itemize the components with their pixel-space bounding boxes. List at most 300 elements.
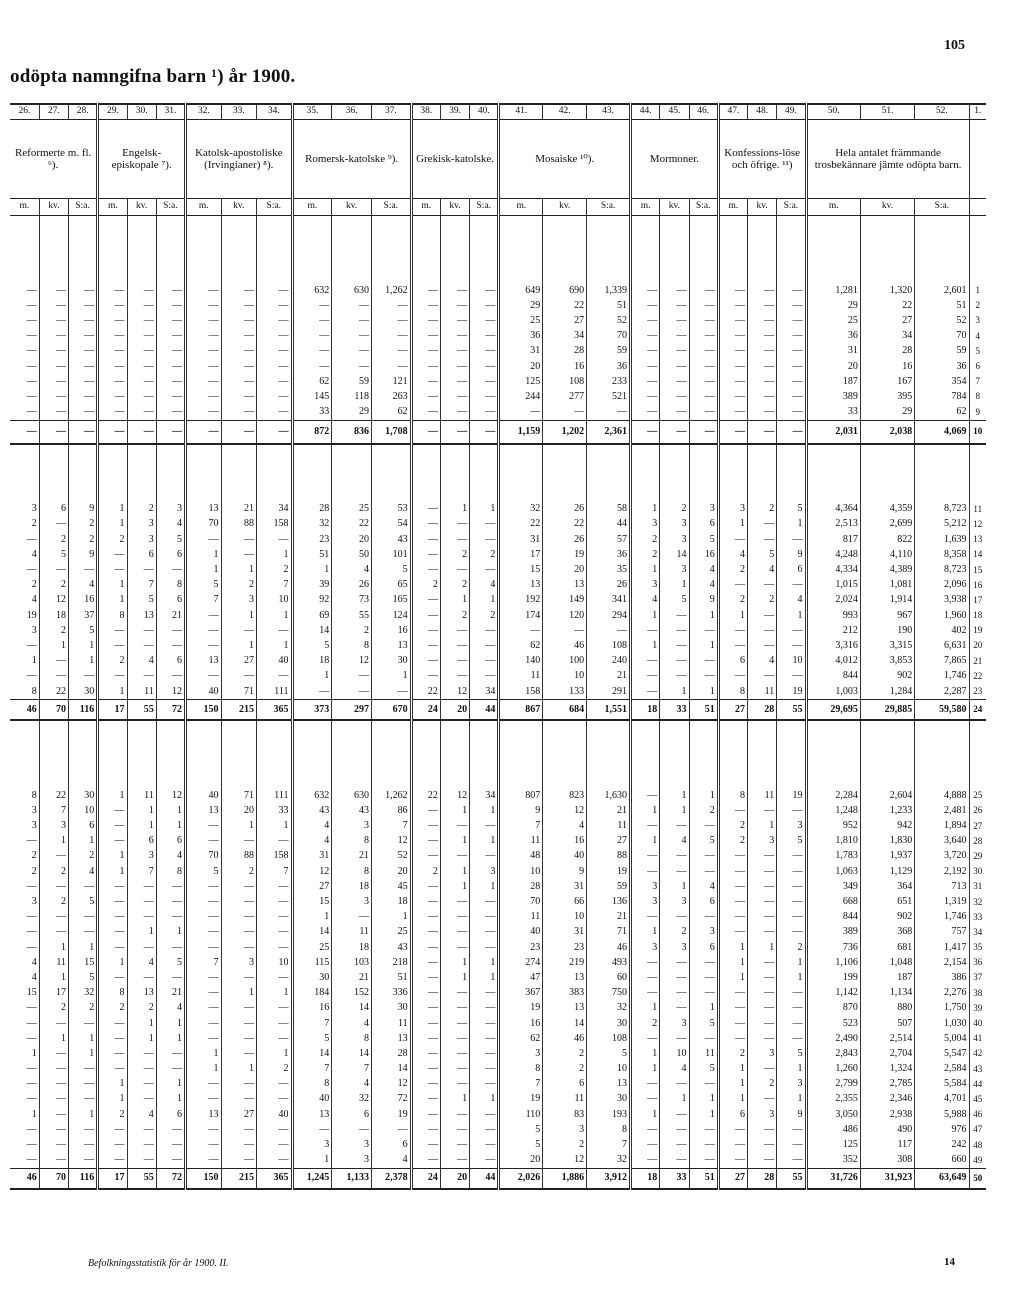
spacer-cell <box>371 444 411 502</box>
spacer-cell <box>543 216 587 284</box>
table-cell: — <box>411 955 440 970</box>
table-cell: 2 <box>257 1062 293 1077</box>
table-cell: — <box>411 344 440 359</box>
table-cell: 1 <box>39 940 68 955</box>
table-cell: 43 <box>292 803 332 818</box>
table-cell: — <box>689 955 718 970</box>
table-cell: — <box>470 1107 499 1122</box>
table-row <box>10 819 986 834</box>
table-cell: — <box>186 1137 222 1152</box>
table-cell: — <box>292 684 332 700</box>
group-header: Grekisk-katolske. <box>411 120 499 199</box>
table-cell: — <box>39 1153 68 1169</box>
table-cell: 2 <box>69 1001 98 1016</box>
table-cell: 3 <box>31 503 37 515</box>
table-cell: — <box>748 638 777 653</box>
table-cell: 59 <box>332 374 372 389</box>
table-cell: — <box>98 819 127 834</box>
table-cell: 5,988 <box>915 1107 969 1122</box>
table-row <box>10 910 986 925</box>
table-cell: 867 <box>499 700 543 721</box>
table-cell: 12 <box>543 1153 587 1169</box>
table-cell: — <box>156 1153 185 1169</box>
table-row <box>10 834 986 849</box>
table-cell: 1 <box>631 1062 660 1077</box>
table-cell: 1,284 <box>860 684 914 700</box>
table-cell: 1 <box>257 547 293 562</box>
table-cell: — <box>748 329 777 344</box>
table-cell: 1,015 <box>806 578 860 593</box>
table-row <box>10 547 986 562</box>
table-cell: — <box>156 894 185 909</box>
table-cell: 18 <box>332 940 372 955</box>
table-cell: 7 <box>292 1062 332 1077</box>
table-cell: — <box>440 283 469 298</box>
table-cell: 57 <box>587 532 631 547</box>
table-cell: 2 <box>718 834 747 849</box>
table-cell: 43 <box>371 940 411 955</box>
table-cell: 2,346 <box>860 1092 914 1107</box>
table-cell: 43 <box>371 532 411 547</box>
table-cell: — <box>127 389 156 404</box>
table-row <box>10 940 986 955</box>
table-cell: 28 <box>499 879 543 894</box>
table-cell: 1,746 <box>915 669 969 684</box>
table-cell: — <box>470 283 499 298</box>
table-cell: 33 <box>806 405 860 421</box>
table-cell: — <box>156 623 185 638</box>
table-row <box>10 593 986 608</box>
spacer-cell <box>470 216 499 284</box>
table-cell: — <box>689 970 718 985</box>
table-cell: 4 <box>69 864 98 879</box>
table-cell: 3 <box>127 849 156 864</box>
spacer-cell <box>186 444 222 502</box>
table-cell: — <box>777 389 806 404</box>
table-cell: 1 <box>98 502 127 517</box>
spacer-cell <box>257 216 293 284</box>
column-number: 1. <box>969 104 986 120</box>
table-cell: 521 <box>587 389 631 404</box>
group-header: Hela antalet främmande trosbekännare jämte odöpta barn. <box>806 120 969 199</box>
table-cell: 20 <box>440 700 469 721</box>
table-cell: — <box>587 623 631 638</box>
table-cell: — <box>156 940 185 955</box>
table-cell: 5 <box>69 623 98 638</box>
table-cell: 15 <box>292 894 332 909</box>
table-cell: — <box>39 389 68 404</box>
table-row <box>10 374 986 389</box>
table-cell: — <box>332 910 372 925</box>
table-cell: 1 <box>631 608 660 623</box>
table-cell: 1 <box>631 1046 660 1061</box>
table-cell: 13 <box>499 578 543 593</box>
subheader-cell: m. <box>411 199 440 216</box>
table-row <box>10 669 986 684</box>
spacer-cell <box>543 444 587 502</box>
table-cell: 125 <box>499 374 543 389</box>
table-cell: 2 <box>98 532 127 547</box>
table-cell: 86 <box>371 803 411 818</box>
table-cell: — <box>440 1001 469 1016</box>
table-cell: — <box>186 669 222 684</box>
table-cell: 1 <box>69 654 98 669</box>
table-cell: 1 <box>257 608 293 623</box>
table-cell: 17 <box>499 547 543 562</box>
table-cell: 22 <box>499 517 543 532</box>
table-cell: 13 <box>127 986 156 1001</box>
table-cell: 6 <box>156 593 185 608</box>
table-cell: 26 <box>543 532 587 547</box>
table-cell: — <box>221 925 257 940</box>
table-cell: 19 <box>777 684 806 700</box>
table-cell: — <box>98 894 127 909</box>
table-cell: 6 <box>689 940 718 955</box>
table-cell: 2 <box>748 593 777 608</box>
table-cell: 523 <box>806 1016 860 1031</box>
table-cell: — <box>718 803 747 818</box>
table-cell: 3 <box>777 819 806 834</box>
table-cell: — <box>411 925 440 940</box>
spacer-cell <box>292 720 332 788</box>
table-cell: — <box>257 374 293 389</box>
row-number: 49 <box>969 1153 986 1169</box>
table-row <box>10 1092 986 1107</box>
spacer-cell <box>806 216 860 284</box>
table-cell: 2 <box>39 532 68 547</box>
table-cell: — <box>98 1031 127 1046</box>
table-cell: 2 <box>127 1001 156 1016</box>
table-cell: 14 <box>332 1046 372 1061</box>
table-cell: — <box>98 405 127 421</box>
table-cell: — <box>127 1092 156 1107</box>
table-cell: — <box>777 283 806 298</box>
table-cell: 1,106 <box>806 955 860 970</box>
table-cell: 8 <box>332 834 372 849</box>
table-cell: — <box>39 374 68 389</box>
table-cell: 2,604 <box>860 788 914 803</box>
table-cell: — <box>411 1122 440 1137</box>
table-cell: — <box>411 1107 440 1122</box>
table-cell: — <box>156 1062 185 1077</box>
table-cell: 942 <box>860 819 914 834</box>
table-cell: 21 <box>221 502 257 517</box>
table-cell: 11 <box>499 669 543 684</box>
table-cell: — <box>69 359 98 374</box>
table-cell: — <box>748 803 777 818</box>
table-cell: — <box>631 788 660 803</box>
table-cell: 1 <box>440 834 469 849</box>
table-cell: — <box>470 669 499 684</box>
table-cell: 836 <box>332 420 372 444</box>
table-cell: — <box>689 313 718 328</box>
table-cell: 1,639 <box>915 532 969 547</box>
spacer-cell <box>777 720 806 788</box>
table-cell: — <box>718 638 747 653</box>
table-cell: 30 <box>371 654 411 669</box>
group-header: Engelsk-episkopale ⁷). <box>98 120 186 199</box>
table-cell: — <box>257 1092 293 1107</box>
table-cell: — <box>660 638 689 653</box>
table-cell: 2,024 <box>806 593 860 608</box>
table-cell: — <box>660 970 689 985</box>
table-cell: 44 <box>470 1168 499 1189</box>
table-cell: 2 <box>411 578 440 593</box>
table-cell: 13 <box>587 1077 631 1092</box>
table-cell: 486 <box>806 1122 860 1137</box>
subheader-cell: S:a. <box>257 199 293 216</box>
table-cell: — <box>257 894 293 909</box>
table-cell: 5 <box>292 638 332 653</box>
page-title: odöpta namngifna barn ¹) år 1900. <box>10 66 296 87</box>
spacer-cell <box>587 216 631 284</box>
table-cell: 5 <box>499 1137 543 1152</box>
row-number: 22 <box>969 669 986 684</box>
table-cell: 630 <box>332 283 372 298</box>
table-row <box>10 1153 986 1169</box>
table-cell: 8,358 <box>915 547 969 562</box>
table-cell: 71 <box>221 788 257 803</box>
table-cell: 681 <box>860 940 914 955</box>
table-cell: — <box>257 329 293 344</box>
table-cell: 1 <box>257 819 293 834</box>
table-cell: 757 <box>915 925 969 940</box>
table-cell: 3 <box>660 532 689 547</box>
table-cell: — <box>69 1122 98 1137</box>
column-number: 28. <box>69 104 98 120</box>
table-cell: — <box>440 344 469 359</box>
table-cell: 1 <box>631 1107 660 1122</box>
table-cell: 6 <box>689 894 718 909</box>
row-number: 6 <box>969 359 986 374</box>
table-cell: 2,026 <box>499 1168 543 1189</box>
table-cell: 174 <box>499 608 543 623</box>
table-cell: 1 <box>631 502 660 517</box>
table-cell: 6 <box>156 547 185 562</box>
table-cell: — <box>718 986 747 1001</box>
table-cell: 1 <box>221 1062 257 1077</box>
table-cell: — <box>440 638 469 653</box>
table-row <box>10 562 986 577</box>
table-cell: 32 <box>332 1092 372 1107</box>
table-cell: — <box>660 1137 689 1152</box>
table-cell: 124 <box>371 608 411 623</box>
table-cell: 73 <box>332 593 372 608</box>
table-cell: 3,316 <box>806 638 860 653</box>
table-cell: — <box>257 1016 293 1031</box>
table-cell: — <box>660 374 689 389</box>
spacer-cell <box>332 216 372 284</box>
table-cell: — <box>292 313 332 328</box>
row-number: 9 <box>969 405 986 421</box>
table-cell: 1,708 <box>371 420 411 444</box>
table-cell: 1 <box>660 788 689 803</box>
table-cell: — <box>127 1062 156 1077</box>
table-cell: 3 <box>156 502 185 517</box>
table-cell: 2 <box>39 1001 68 1016</box>
table-cell: 1 <box>689 788 718 803</box>
subheader-cell: S:a. <box>587 199 631 216</box>
spacer-cell <box>156 444 185 502</box>
footer-source: Befolkningsstatistik för år 1900. II. <box>88 1258 229 1269</box>
table-cell: 2 <box>39 578 68 593</box>
table-cell: 2,843 <box>806 1046 860 1061</box>
table-cell: — <box>631 819 660 834</box>
table-cell: 21 <box>332 970 372 985</box>
table-row <box>10 970 986 985</box>
table-cell: 2,031 <box>806 420 860 444</box>
table-cell: — <box>332 344 372 359</box>
table-cell: — <box>292 1122 332 1137</box>
table-row <box>10 1046 986 1061</box>
subheader-cell: kv. <box>860 199 914 216</box>
table-cell: 389 <box>806 389 860 404</box>
table-cell: — <box>221 405 257 421</box>
table-cell: — <box>69 925 98 940</box>
table-cell: 13 <box>543 1001 587 1016</box>
table-cell: — <box>777 420 806 444</box>
table-row <box>10 986 986 1001</box>
table-cell: 40 <box>543 849 587 864</box>
row-number: 46 <box>969 1107 986 1122</box>
table-cell: — <box>98 1016 127 1031</box>
table-cell: — <box>371 684 411 700</box>
table-cell: 3 <box>631 894 660 909</box>
column-number: 26. <box>10 104 39 120</box>
table-cell: — <box>127 359 156 374</box>
spacer-cell <box>39 444 68 502</box>
table-cell: 1 <box>777 955 806 970</box>
table-cell: — <box>470 405 499 421</box>
table-cell: 2 <box>718 819 747 834</box>
table-cell: — <box>777 1122 806 1137</box>
table-cell: 12 <box>332 654 372 669</box>
column-number: 39. <box>440 104 469 120</box>
table-cell: — <box>411 849 440 864</box>
subheader-cell: kv. <box>127 199 156 216</box>
table-cell: 59 <box>915 344 969 359</box>
table-cell: 3,315 <box>860 638 914 653</box>
table-cell: 36 <box>587 547 631 562</box>
table-cell: 4,359 <box>860 502 914 517</box>
table-cell: 3 <box>31 896 37 908</box>
table-cell: — <box>221 344 257 359</box>
table-cell: — <box>39 1137 68 1152</box>
table-cell: — <box>660 1077 689 1092</box>
table-cell: 70 <box>587 329 631 344</box>
table-cell: 9 <box>777 547 806 562</box>
row-number: 19 <box>969 623 986 638</box>
table-cell: 2 <box>332 623 372 638</box>
table-cell: 24 <box>411 1168 440 1189</box>
table-cell: 1 <box>186 547 222 562</box>
table-cell: 1 <box>718 1062 747 1077</box>
table-cell: 7 <box>332 1062 372 1077</box>
table-cell: — <box>221 669 257 684</box>
table-cell: 1,030 <box>915 1016 969 1031</box>
table-cell: — <box>257 1137 293 1152</box>
table-cell: — <box>411 283 440 298</box>
table-cell: 40 <box>257 1107 293 1122</box>
table-cell: 51 <box>689 700 718 721</box>
table-cell: — <box>127 1077 156 1092</box>
table-cell: — <box>39 298 68 313</box>
column-number: 40. <box>470 104 499 120</box>
table-cell: 14 <box>292 1046 332 1061</box>
table-cell: 9 <box>69 547 98 562</box>
subheader-cell: m. <box>98 199 127 216</box>
table-cell: — <box>631 1122 660 1137</box>
subheader-cell: m. <box>499 199 543 216</box>
table-cell: — <box>748 1031 777 1046</box>
table-cell: 27 <box>718 1168 747 1189</box>
row-number: 27 <box>969 819 986 834</box>
table-cell: 389 <box>806 925 860 940</box>
table-cell: 6 <box>371 1137 411 1152</box>
table-cell: 72 <box>156 700 185 721</box>
column-number: 44. <box>631 104 660 120</box>
table-cell: 31 <box>543 879 587 894</box>
spacer-cell <box>440 216 469 284</box>
table-cell: 13 <box>186 1107 222 1122</box>
table-cell: 3 <box>631 578 660 593</box>
table-cell: 21 <box>156 608 185 623</box>
table-cell: — <box>39 405 68 421</box>
table-cell: — <box>777 1031 806 1046</box>
table-row <box>10 654 986 669</box>
table-cell: 11 <box>499 910 543 925</box>
spacer-cell <box>411 216 440 284</box>
table-row <box>10 849 986 864</box>
column-number: 36. <box>332 104 372 120</box>
table-cell: 32 <box>69 986 98 1001</box>
table-cell: 1 <box>292 910 332 925</box>
subheader-cell: kv. <box>660 199 689 216</box>
table-cell: 1 <box>689 1001 718 1016</box>
table-cell: — <box>748 532 777 547</box>
table-cell: — <box>777 405 806 421</box>
table-cell: — <box>631 329 660 344</box>
table-cell: — <box>39 1046 68 1061</box>
spacer-cell <box>915 720 969 788</box>
table-row <box>10 1137 986 1152</box>
table-cell: — <box>69 1092 98 1107</box>
table-cell: 55 <box>777 700 806 721</box>
subheader-cell: S:a. <box>371 199 411 216</box>
table-cell: 1,133 <box>332 1168 372 1189</box>
table-cell: 263 <box>371 389 411 404</box>
table-cell: — <box>470 1122 499 1137</box>
table-cell: — <box>39 1122 68 1137</box>
table-cell: 149 <box>543 593 587 608</box>
table-cell: 158 <box>257 517 293 532</box>
table-cell: — <box>660 910 689 925</box>
table-cell: — <box>689 298 718 313</box>
spacer-cell <box>499 444 543 502</box>
table-cell: — <box>221 329 257 344</box>
table-cell: 383 <box>543 986 587 1001</box>
table-cell: 184 <box>292 986 332 1001</box>
table-cell: — <box>411 1153 440 1169</box>
table-cell: 71 <box>221 684 257 700</box>
table-cell: 4 <box>748 562 777 577</box>
table-cell: 215 <box>221 1168 257 1189</box>
table-cell: — <box>718 1122 747 1137</box>
table-cell: — <box>26 375 37 387</box>
table-cell: — <box>411 986 440 1001</box>
table-cell: — <box>98 638 127 653</box>
table-cell: — <box>689 623 718 638</box>
